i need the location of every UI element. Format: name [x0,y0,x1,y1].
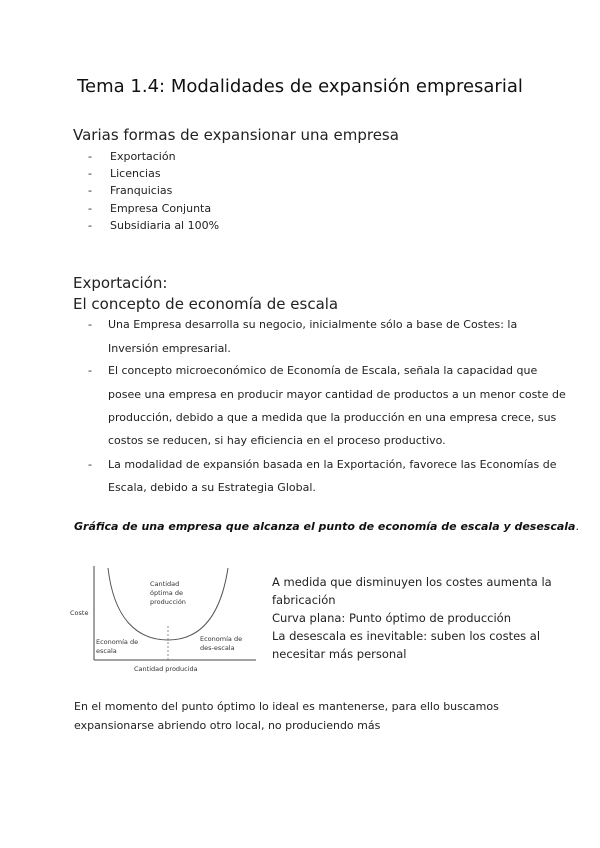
chart-caption [74,520,579,533]
scale-label-line: escala [96,647,117,655]
side-note: A medida que disminuyen los costes aumenta la [272,575,552,589]
optimal-label-line: producción [150,598,186,606]
optimal-label-line: Cantidad [150,580,180,588]
list-item-text: Exportación [110,150,176,163]
chart-caption-period: . [575,520,579,533]
paragraph-line: Inversión empresarial. [108,342,231,355]
bullet-dash: - [88,318,92,331]
list-item-text: Subsidiaria al 100% [110,219,220,232]
list-item-text: Franquicias [110,184,173,197]
optimal-label-line: óptima de [150,589,183,597]
desescala-label-line: Economía de [200,635,243,643]
section-heading-exportacion: Exportación: [73,274,168,292]
y-axis-label: Coste [70,609,89,617]
side-note: La desescala es inevitable: suben los costes al [272,629,541,643]
conclusion-line: expansionarse abriendo otro local, no produciendo más [74,719,381,732]
paragraph-line: La modalidad de expansión basada en la Exportación, favorece las Economías de [108,458,557,471]
paragraph-line: Una Empresa desarrolla su negocio, inicialmente sólo a base de Costes: la [108,318,518,331]
side-note: Curva plana: Punto óptimo de producción [272,611,512,625]
page-title: Tema 1.4: Modalidades de expansión empresarial [77,76,523,97]
scale-label-line: Economía de [96,638,139,646]
paragraph-line: Escala, debido a su Estrategia Global. [108,481,316,494]
side-note: necesitar más personal [272,647,407,661]
paragraph-line: El concepto microeconómico de Economía de Escala, señala la capacidad que [108,364,538,377]
paragraph-line: producción, debido a que a medida que la producción en una empresa crece, sus [108,411,557,424]
list-item-text: Licencias [110,167,161,180]
section-heading-expansion: Varias formas de expansionar una empresa [73,126,399,144]
side-note: fabricación [272,593,336,607]
desescala-label-line: des-escala [200,644,235,652]
economy-of-scale-figure [70,560,260,678]
paragraph-line: costos se reducen, si hay eficiencia en el proceso productivo. [108,434,446,447]
list-item-text: Empresa Conjunta [110,202,212,215]
chart-caption-text: Gráfica de una empresa que alcanza el punto de economía de escala y desescala [74,520,576,533]
conclusion-line: En el momento del punto óptimo lo ideal es mantenerse, para ello buscamos [74,700,499,713]
bullet-dash: - [88,364,92,377]
x-axis-label: Cantidad producida [134,665,198,673]
bullet-dash: - [88,458,92,471]
section-subheading-economia-escala: El concepto de economía de escala [73,295,339,313]
paragraph-line: posee una empresa en producir mayor cantidad de productos a un menor coste de [108,388,566,401]
